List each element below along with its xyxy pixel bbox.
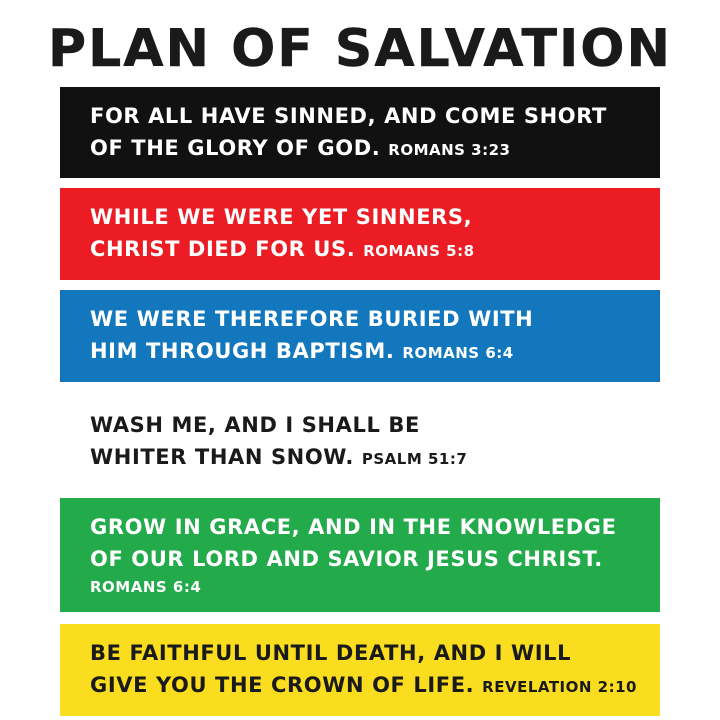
verse-reference: REVELATION 2:10 <box>482 678 637 697</box>
verse-line-1: WASH ME, AND I SHALL BE <box>90 413 420 438</box>
band-spacer <box>0 382 720 392</box>
verse-line-1: WE WERE THEREFORE BURIED WITH <box>90 307 534 332</box>
band-spacer <box>0 178 720 188</box>
band-spacer <box>0 612 720 624</box>
verse-line-1: BE FAITHFUL UNTIL DEATH, AND I WILL <box>90 641 572 666</box>
verse-line-2: OF OUR LORD AND SAVIOR JESUS CHRIST. <box>90 546 603 571</box>
verse-line-2: HIM THROUGH BAPTISM. <box>90 339 395 364</box>
verse-line-1: GROW IN GRACE, AND IN THE KNOWLEDGE <box>90 514 617 539</box>
verse-reference: ROMANS 6:4 <box>402 344 514 363</box>
verse-line-2: GIVE YOU THE CROWN OF LIFE. <box>90 673 475 698</box>
verse-band-blue <box>60 290 660 382</box>
verse-reference: ROMANS 5:8 <box>363 242 475 261</box>
verse-line-2: WHITER THAN SNOW. <box>90 444 354 469</box>
verse-line-1: WHILE WE WERE YET SINNERS, <box>90 205 473 230</box>
verse-line-2: OF THE GLORY OF GOD. <box>90 135 381 160</box>
verse-reference: PSALM 51:7 <box>361 449 468 468</box>
page-title: PLAN OF SALVATION <box>47 19 673 79</box>
verse-line-2: CHRIST DIED FOR US. <box>90 237 356 262</box>
verse-band-black <box>60 87 660 179</box>
band-spacer <box>0 280 720 290</box>
band-spacer <box>0 488 720 498</box>
verse-line-1: FOR ALL HAVE SINNED, AND COME SHORT <box>90 103 607 128</box>
verse-band-list <box>0 87 720 716</box>
verse-band-red <box>60 188 660 280</box>
verse-reference: ROMANS 6:4 <box>90 577 202 596</box>
verse-reference: ROMANS 3:23 <box>388 140 511 159</box>
verse-band-white <box>60 392 660 488</box>
verse-band-yellow <box>60 624 660 716</box>
verse-band-green <box>60 498 660 612</box>
